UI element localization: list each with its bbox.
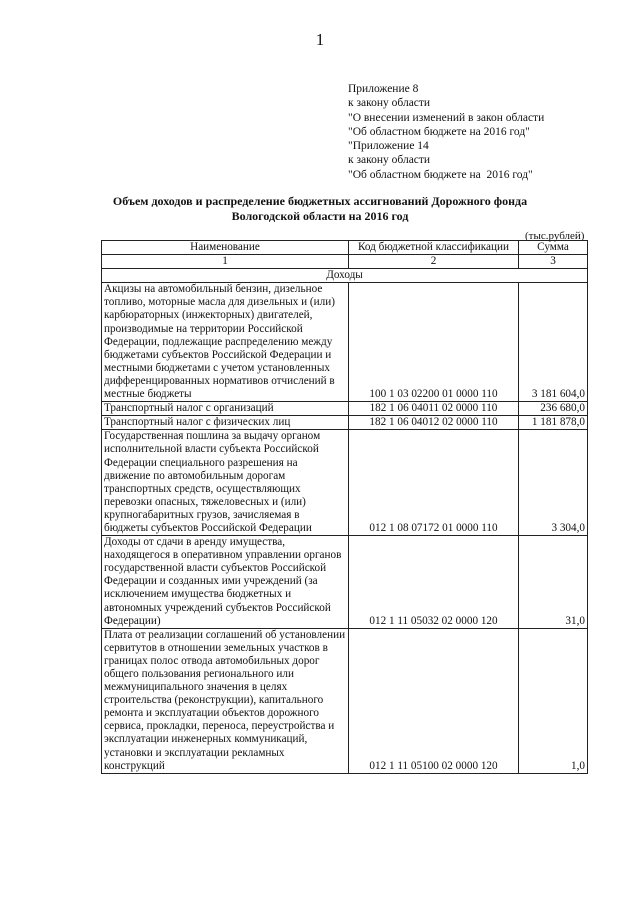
- table-row: [102, 628, 588, 773]
- appendix-line: "Об областном бюджете на 2016 год": [348, 168, 533, 181]
- column-number-row: [102, 255, 588, 269]
- revenue-table: [101, 240, 588, 774]
- appendix-line: "Приложение 14: [348, 140, 429, 153]
- row-sum: 3 181 604,0: [519, 283, 588, 402]
- table-header-row: [102, 241, 588, 255]
- column-number: 2: [349, 255, 519, 269]
- title-line-1: Объем доходов и распределение бюджетных ассигнований Дорожного фонда: [112, 194, 528, 208]
- row-code: 012 1 11 05100 02 0000 120: [349, 628, 519, 773]
- row-name: Транспортный налог с организаций: [102, 402, 349, 416]
- page-number: 1: [315, 30, 325, 49]
- title-line-2: Вологодской области на 2016 год: [231, 209, 409, 223]
- appendix-line: к закону области: [348, 154, 431, 167]
- row-sum: 236 680,0: [519, 402, 588, 416]
- table-row: [102, 430, 588, 536]
- header-name: Наименование: [102, 241, 349, 255]
- row-name: Транспортный налог с физических лиц: [102, 416, 349, 430]
- appendix-reference: [348, 82, 544, 182]
- units-label: (тыс.рублей): [525, 230, 585, 242]
- table-row: [102, 416, 588, 430]
- row-code: 100 1 03 02200 01 0000 110: [349, 283, 519, 402]
- appendix-line: к закону области: [348, 97, 431, 110]
- section-title: Доходы: [102, 269, 588, 283]
- table-row: [102, 536, 588, 629]
- column-number: 3: [519, 255, 588, 269]
- row-sum: 31,0: [519, 536, 588, 629]
- row-code: 182 1 06 04012 02 0000 110: [349, 416, 519, 430]
- row-code: 012 1 11 05032 02 0000 120: [349, 536, 519, 629]
- appendix-line: Приложение 8: [348, 83, 419, 95]
- header-sum: Сумма: [519, 241, 588, 255]
- appendix-line: "Об областном бюджете на 2016 год": [348, 125, 530, 138]
- section-row: [102, 269, 588, 283]
- row-sum: 3 304,0: [519, 430, 588, 536]
- row-sum: 1,0: [519, 628, 588, 773]
- row-name: Государственная пошлина за выдачу органом исполнительной власти субъекта Российской Федерации специального разрешения на движение по автомобильным дорогам транспортных средств, осуществляющих перевозки опасных, тяжеловесных и (или) крупногабаритных грузов, зачисляемая в бюджеты субъектов Российской Федерации: [102, 430, 349, 536]
- row-name: Доходы от сдачи в аренду имущества, находящегося в оперативном управлении органов государственной власти субъектов Российской Федерации и созданных ими учреждений (за исключением имущества бюджетных и автономных учреждений субъектов Российской Федерации): [102, 536, 349, 629]
- document-title: [0, 194, 640, 224]
- table-row: [102, 283, 588, 402]
- row-code: 012 1 08 07172 01 0000 110: [349, 430, 519, 536]
- row-code: 182 1 06 04011 02 0000 110: [349, 402, 519, 416]
- row-name: Акцизы на автомобильный бензин, дизельное топливо, моторные масла для дизельных и (или) карбюраторных (инжекторных) двигателей, производимые на территории Российской Федерации, подлежащие распределению между бюджетами субъектов Российской Федерации и местными бюджетами с учетом установленных дифференцированных нормативов отчислений в местные бюджеты: [102, 283, 349, 402]
- header-code: Код бюджетной классификации: [349, 241, 519, 255]
- row-name: Плата от реализации соглашений об установлении сервитутов в отношении земельных участков в границах полос отвода автомобильных дорог общего пользования регионального или межмуниципального значения в целях строительства (реконструкции), капитального ремонта и эксплуатации объектов дорожного сервиса, прокладки, переноса, переустройства и эксплуатации инженерных коммуникаций, установки и эксплуатации рекламных конструкций: [102, 628, 349, 773]
- table-row: [102, 402, 588, 416]
- row-sum: 1 181 878,0: [519, 416, 588, 430]
- column-number: 1: [102, 255, 349, 269]
- appendix-line: "О внесении изменений в закон области: [348, 111, 545, 124]
